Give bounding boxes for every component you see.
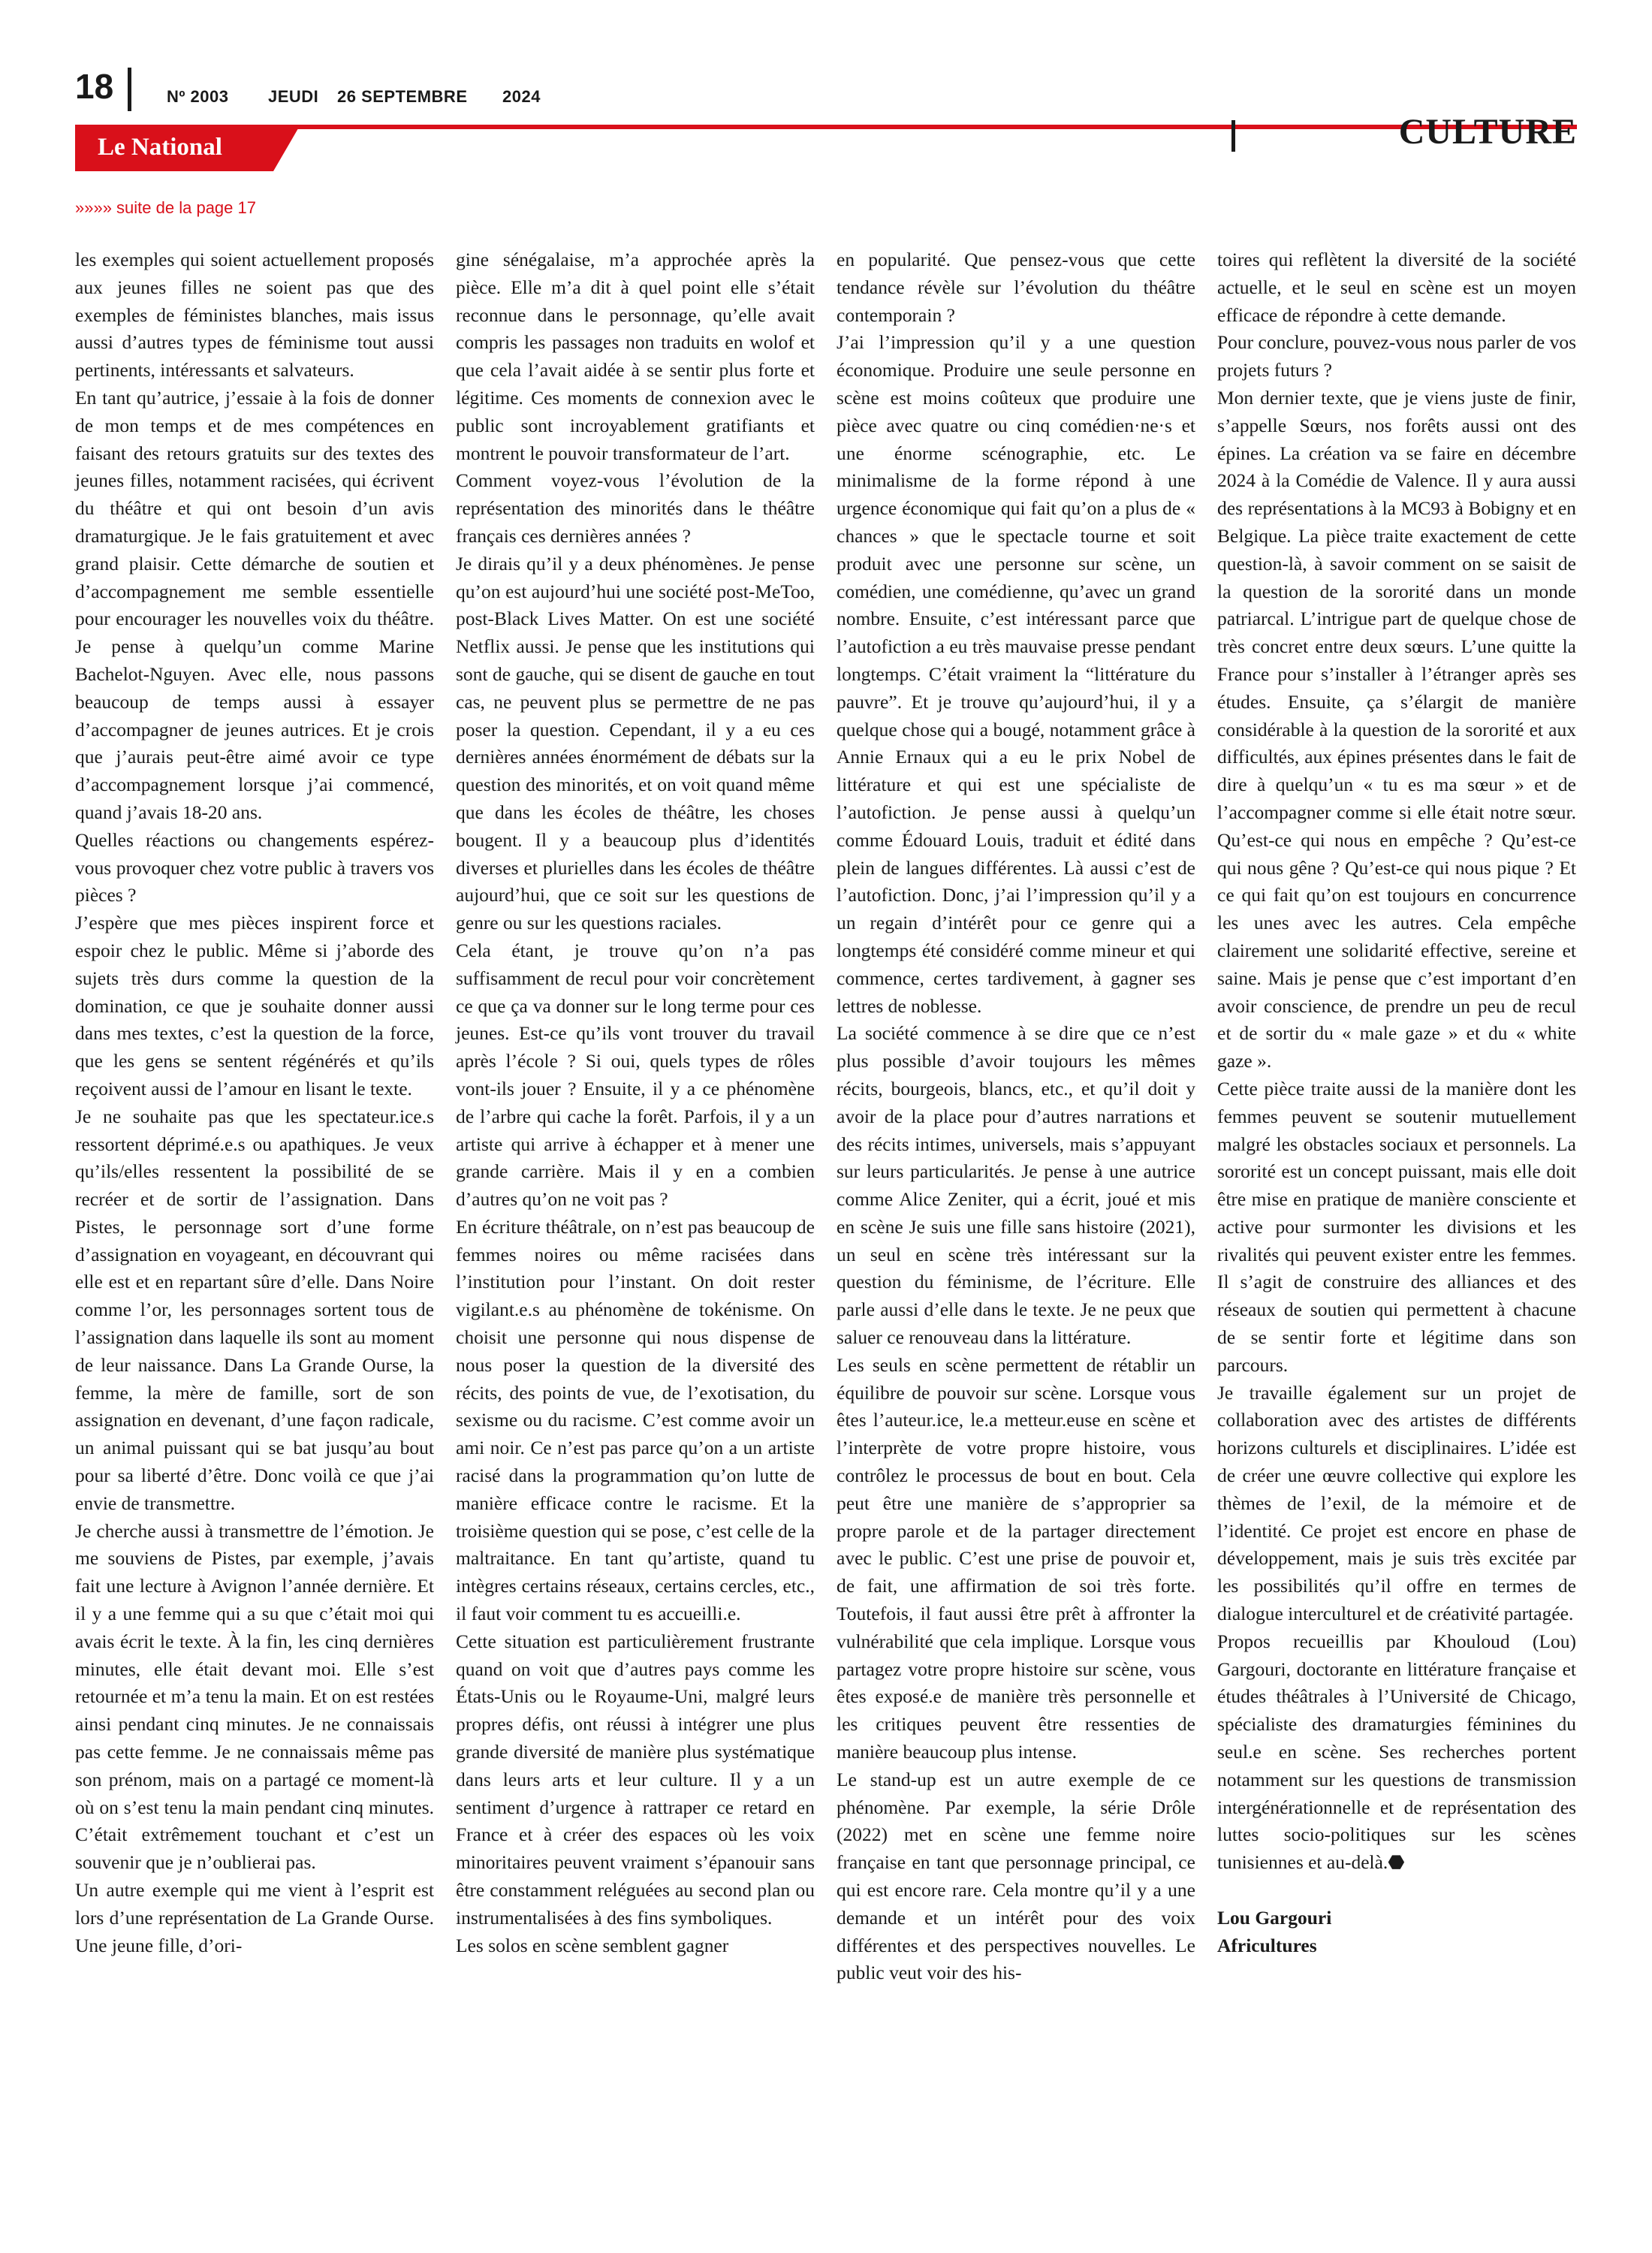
section-divider <box>1231 120 1235 152</box>
column-1 <box>75 246 434 1959</box>
paragraph: Cette situation est particulièrement frustrante quand on voit que d’autres pays comme les États-Unis ou le Royaume-Uni, malgré leurs propres défis, ont réussi à intégrer une plus grande diversité de manière plus systématique dans leurs arts et leur culture. Il y a un sentiment d’urgence à rattraper ce retard en France et à créer des espaces où les voix minoritaires peuvent vraiment s’épanouir sans être constamment reléguées au second plan ou instrumentalisées à des fins symboliques. <box>456 1630 815 1929</box>
paragraph: Les seuls en scène permettent de rétablir un équilibre de pouvoir sur scène. Lorsque vous êtes l’auteur.ice, le.a metteur.euse en scène et l’interprète de votre propre histoire, vous contrôlez le processus de bout en bout. Cela peut être une manière de s’approprier sa propre parole et de la partager directement avec le public. C’est une prise de pouvoir et, de fait, une affirmation de soi très forte. Toutefois, il faut aussi être prêt à affronter la vulnérabilité que cela implique. Lorsque vous partagez votre propre histoire sur scène, vous êtes exposé.e de manière très personnelle et les critiques peuvent être ressenties de manière beaucoup plus intense. <box>837 1353 1195 1763</box>
question: Quelles réactions ou changements espérez-vous provoquer chez votre public à travers vos pièces ? <box>75 828 434 906</box>
question: Comment voyez-vous l’évolution de la représentation des minorités dans le théâtre français ces dernières années ? <box>456 469 815 547</box>
question: en popularité. Que pensez-vous que cette tendance révèle sur l’évolution du théâtre contemporain ? <box>837 249 1195 326</box>
paragraph: J’ai l’impression qu’il y a une question économique. Produire une seule personne en scène est moins coûteux que produire une pièce avec quatre ou cinq comédien·ne·s et une énorme scénographie, etc. Le minimalisme de la forme répond à une urgence économique qui fait qu’on a plus de « chances » que le spectacle tourne et soit produit avec une personne sur scène, un comédien, une comédienne, qu’avec un grand nombre. Ensuite, c’est intéressant parce que l’autofiction a eu très mauvaise presse pendant longtemps. C’était vraiment la “littérature du pauvre”. Et je trouve qu’aujourd’hui, il y a quelque chose qui a bougé, notamment grâce à Annie Ernaux qui a eu le prix Nobel de littérature et qui est une spécialiste de l’autofiction. Je pense aussi à quelqu’un comme Édouard Louis, traduit et édité dans plein de langues différentes. Là aussi c’est de l’autofiction. Donc, j’ai l’impression qu’il y a un regain d’intérêt pour ce genre qui a longtemps été considéré comme mineur et qui commence, certes tardivement, à gagner ses lettres de noblesse. <box>837 331 1195 1017</box>
paragraph: Cette pièce traite aussi de la manière dont les femmes peuvent se soutenir mutuellement malgré les obstacles sociaux et personnels. La sororité est un concept puissant, mais elle doit être mise en pratique de manière consciente et active pour surmonter les divisions et les rivalités qui peuvent exister entre les femmes. Il s’agit de construire des alliances et des réseaux de soutien qui permettent à chacune de se sentir forte et légitime dans son parcours. <box>1217 1077 1576 1376</box>
article-body <box>75 246 1577 2199</box>
paragraph: Un autre exemple qui me vient à l’esprit est lors d’une représentation de La Grande Ourse. Une jeune fille, d’ori- <box>75 1879 434 1956</box>
column-2 <box>456 246 815 1959</box>
paragraph: toires qui reflètent la diversité de la société actuelle, et le seul en scène est un moyen efficace de répondre à cette demande. <box>1217 249 1576 326</box>
paragraph: Je ne souhaite pas que les spectateur.ice.s ressortent déprimé.e.s ou apathiques. Je veux qu’ils/elles ressentent la possibilité de se recréer et de sortir de l’assignation. Dans Pistes, le personnage sort d’une forme d’assignation en voyageant, en découvrant qui elle est et en repartant sûre d’elle. Dans Noire comme l’or, les personnages sortent tous de l’assignation dans laquelle ils sont au moment de leur naissance. Dans La Grande Ourse, la femme, la mère de famille, sort de son assignation en devenant, d’une façon radicale, un animal puissant qui se bat jusqu’au bout pour sa liberté d’être. Donc voilà ce que j’ai envie de transmettre. <box>75 1105 434 1514</box>
question: Les solos en scène semblent gagner <box>456 1934 729 1956</box>
byline-author: Lou Gargouri <box>1217 1906 1332 1929</box>
page-header <box>0 0 1652 217</box>
issue-year: 2024 <box>502 87 541 106</box>
paragraph: Cela étant, je trouve qu’on n’a pas suffisamment de recul pour voir concrètement ce que ça va donner sur le long terme pour ces jeunes. Est-ce qu’ils vont trouver du travail après l’école ? Si oui, quels types de rôles vont-ils jouer ? Ensuite, il y a ce phénomène de l’arbre qui cache la forêt. Parfois, il y a un artiste qui arrive à échapper et à mener une grande carrière. Mais il y en a combien d’autres qu’on ne voit pas ? <box>456 939 815 1211</box>
paragraph: Je cherche aussi à transmettre de l’émotion. Je me souviens de Pistes, par exemple, j’avais fait une lecture à Avignon l’année dernière. Et il y a une femme qui a su que c’était moi qui avais écrit le texte. À la fin, les cinq dernières minutes, elle était devant moi. Elle s’est retournée et m’a tenu la main. Et on est restées ainsi pendant cinq minutes. Je ne connaissais pas cette femme. Je ne connaissais même pas son prénom, mais on a partagé ce moment-là où on s’est tenu la main pendant cinq minutes. C’était extrêmement touchant et c’est un souvenir que je n’oublierai pas. <box>75 1519 434 1874</box>
interviewer-credit: Propos recueillis par Khouloud (Lou) Gargouri, doctorante en littérature française et études théâtrales à l’Université de Chicago, spécialiste des dramaturgies féminines du seul.e en scène. Ses recherches portent notamment sur les questions de transmission intergénérationnelle et de représentation des luttes socio-politiques sur les scènes tunisiennes et au-delà.⬣ <box>1217 1630 1576 1874</box>
section-title: CULTURE <box>1398 112 1577 152</box>
newspaper-logo: Le National <box>98 134 222 161</box>
paragraph: Mon dernier texte, que je viens juste de finir, s’appelle Sœurs, nos forêts aussi ont des épines. La création va se faire en décembre 2024 à la Comédie de Valence. Il y aura aussi des représentations à la MC93 à Bobigny et en Belgique. La pièce traite exactement de cette question-là, à savoir comment on se saisit de la question de la sororité dans un monde patriarcal. L’intrigue part de quelque chose de très concret entre deux sœurs. L’une quitte la France pour s’installer à l’étranger après ses études. Ensuite, ça s’élargit de manière considérable à la question de la sororité et aux difficultés, aux épines présentes dans le fait de dire à quelqu’un « tu es ma sœur » et de l’accompagner comme si elle était notre sœur. Qu’est-ce qui nous en empêche ? Qu’est-ce qui nous gêne ? Qu’est-ce qui nous pique ? Et ce qui fait qu’on est toujours en concurrence les unes avec les autres. Cela empêche clairement une solidarité effective, sereine et saine. Mais je pense que c’est important d’en avoir conscience, de prendre un peu de recul et de sortir du « male gaze » et du « white gaze ». <box>1217 386 1576 1072</box>
paragraph: Je travaille également sur un projet de collaboration avec des artistes de différents horizons culturels et disciplinaires. L’idée est de créer une œuvre collective qui explore les thèmes de l’exil, de la mémoire et de l’identité. Ce projet est encore en phase de développement, mais je suis très excitée par les possibilités qu’il offre en termes de dialogue interculturel et de créativité partagée. <box>1217 1381 1576 1625</box>
paragraph: gine sénégalaise, m’a approchée après la pièce. Elle m’a dit à quel point elle s’était reconnue dans le personnage, qu’elle avait compris les passages non traduits en wolof et que cela l’avait aidée à se sentir plus forte et légitime. Ces moments de connexion avec le public sont incroyablement gratifiants et montrent le pouvoir transformateur de l’art. <box>456 249 815 464</box>
issue-date: 26 SEPTEMBRE <box>337 87 468 106</box>
paragraph: les exemples qui soient actuellement proposés aux jeunes filles ne soient pas que des exemples de féministes blanches, mais issus aussi d’autres types de féminisme tout aussi pertinents, intéressants et salvateurs. <box>75 249 434 382</box>
spacer <box>1217 1877 1576 1905</box>
issue-day: JEUDI <box>268 87 319 106</box>
column-4 <box>1217 246 1576 1959</box>
paragraph: En tant qu’autrice, j’essaie à la fois de donner de mon temps et de mes compétences en faisant des retours gratuits sur des textes des jeunes filles, notamment racisées, qui écrivent du théâtre et qui ont besoin d’un avis dramaturgique. Je le fais gratuitement et avec grand plaisir. Cette démarche de soutien et d’accompagnement me semble essentielle pour encourager les nouvelles voix du théâtre. Je pense à quelqu’un comme Marine Bachelot-Nguyen. Avec elle, nous passons beaucoup de temps aussi à essayer d’accompagner de jeunes autrices. Et je crois que j’aurais peut-être aimé avoir ce type d’accompagnement lorsque j’ai commencé, quand j’avais 18-20 ans. <box>75 386 434 823</box>
column-3 <box>837 246 1195 1987</box>
byline-source: Africultures <box>1217 1934 1317 1956</box>
question: Pour conclure, pouvez-vous nous parler de vos projets futurs ? <box>1217 331 1577 382</box>
paragraph: La société commence à se dire que ce n’est plus possible d’avoir toujours les mêmes récits, bourgeois, blancs, etc., et qu’il doit y avoir de la place pour d’autres narrations et des récits intimes, universels, mais s’appuyant sur leurs particularités. Je pense à une autrice comme Alice Zeniter, qui a écrit, joué et mis en scène Je suis une fille sans histoire (2021), un seul en scène très intéressant sur la question du féminisme, de l’écriture. Elle parle aussi d’elle dans le texte. Je ne peux que saluer ce renouveau dans la littérature. <box>837 1022 1195 1349</box>
paragraph: J’espère que mes pièces inspirent force et espoir chez le public. Même si j’aborde des sujets très durs comme la question de la domination, ce que je souhaite donner aussi dans mes textes, c’est la question de la force, que les gens se sentent régénérés et qu’ils reçoivent aussi de l’amour en lisant le texte. <box>75 912 434 1099</box>
continued-from: »»»» suite de la page 17 <box>75 198 256 217</box>
paragraph: Je dirais qu’il y a deux phénomènes. Je pense qu’on est aujourd’hui une société post-MeToo, post-Black Lives Matter. On est une société Netflix aussi. Je pense que les institutions qui sont de gauche, qui se disent de gauche en tout cas, ne peuvent plus se permettre de ne pas poser la question. Cependant, il y a eu ces dernières années énormément de débats sur la question des minorités, et on voit quand même que dans les écoles de théâtre, les choses bougent. Il y a beaucoup plus d’identités diverses et plurielles dans les écoles de théâtre aujourd’hui, que ce soit sur les questions de genre ou sur les questions raciales. <box>456 552 815 934</box>
issue-number: Nº 2003 <box>167 87 229 106</box>
paragraph: Le stand-up est un autre exemple de ce phénomène. Par exemple, la série Drôle (2022) met en scène une femme noire française en tant que personnage principal, ce qui est encore rare. Cela montre qu’il y a une demande et un intérêt pour des voix différentes et des perspectives nouvelles. Le public veut voir des his- <box>837 1768 1195 1984</box>
paragraph: En écriture théâtrale, on n’est pas beaucoup de femmes noires ou même racisées dans l’institution pour l’instant. On doit rester vigilant.e.s au phénomène de tokénisme. On choisit une personne qui nous dispense de nous poser la question de la diversité des récits, des points de vue, de l’exotisation, du sexisme ou du racisme. C’est comme avoir un ami noir. Ce n’est pas parce qu’on a un artiste racisé dans la programmation qu’on lutte de manière efficace contre le racisme. Et la troisième question qui se pose, c’est celle de la maltraitance. En tant qu’artiste, quand tu intègres certains réseaux, certains cercles, etc., il faut voir comment tu es accueilli.e. <box>456 1215 815 1625</box>
header-rule <box>75 125 1577 129</box>
header-divider <box>128 68 131 111</box>
page-number: 18 <box>75 67 114 106</box>
